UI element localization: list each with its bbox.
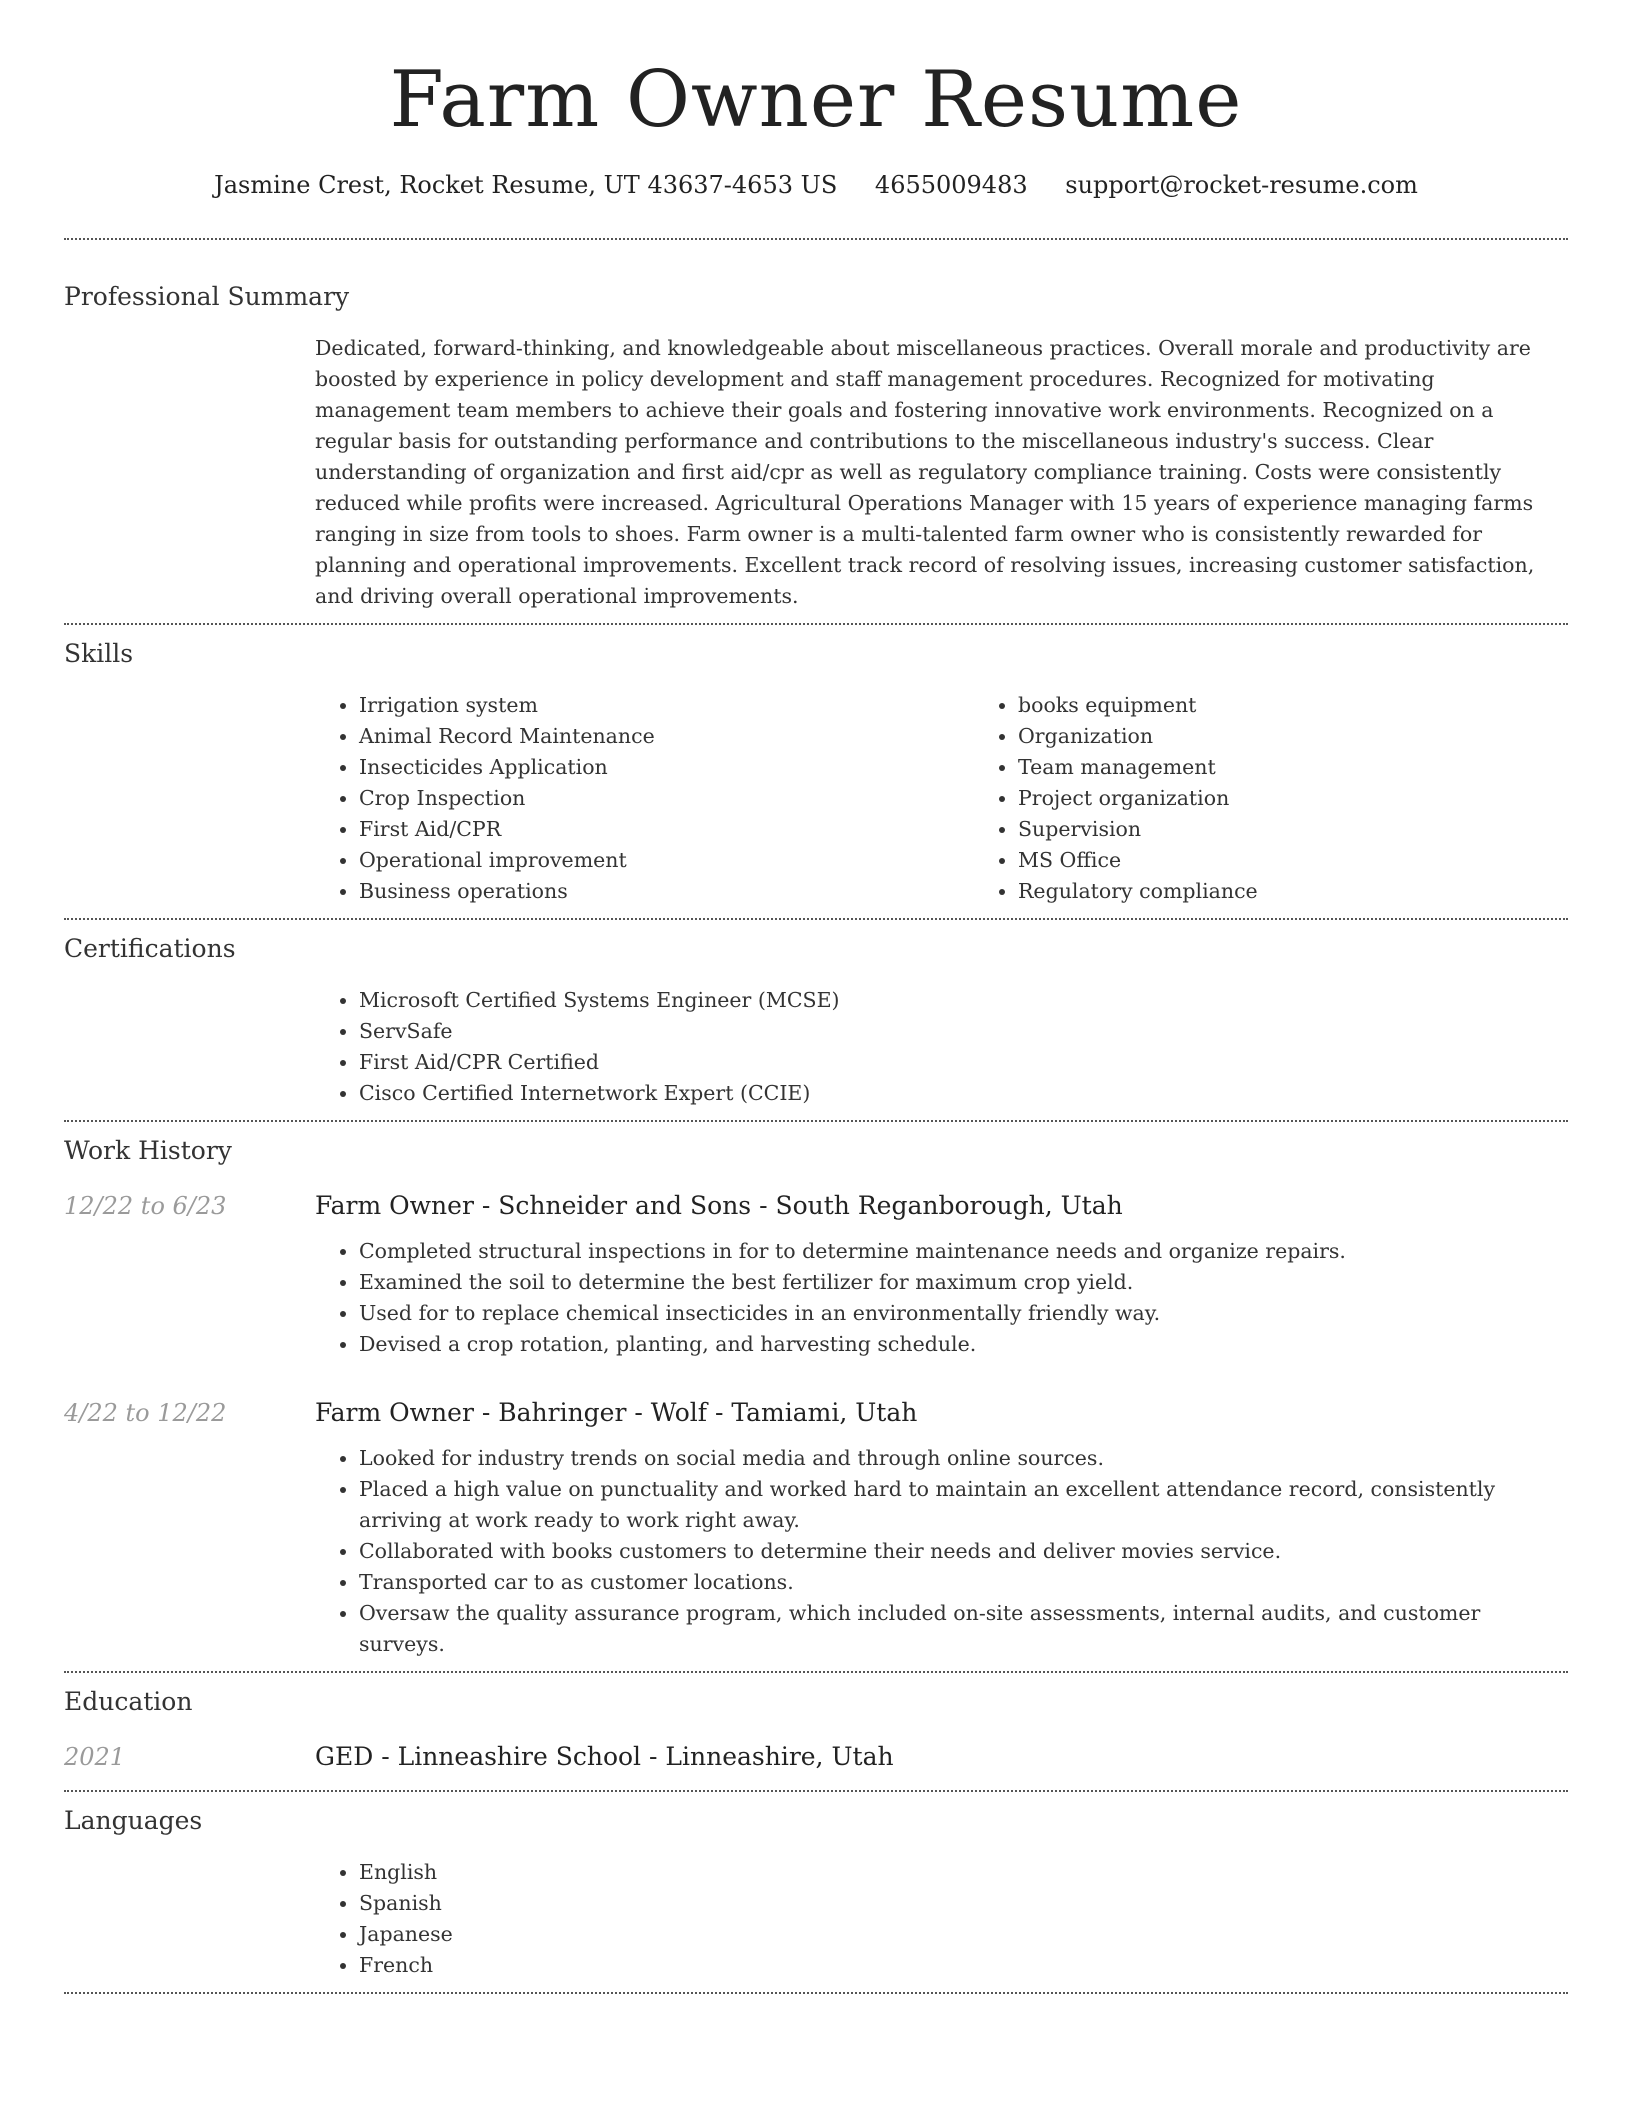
- list-item: • Cisco Certified Internetwork Expert (CCIE): [359, 1078, 1568, 1109]
- list-item: • Project organization: [1018, 783, 1632, 814]
- skills-list-right: [974, 690, 1632, 907]
- list-item: • Irrigation system: [359, 690, 974, 721]
- certifications-list: [315, 985, 1568, 1109]
- list-item: • French: [359, 1950, 1568, 1981]
- list-item: • Spanish: [359, 1888, 1568, 1919]
- phone: 4655009483: [874, 171, 1028, 199]
- list-item: • Regulatory compliance: [1018, 876, 1632, 907]
- languages-heading: Languages: [64, 1806, 203, 1835]
- list-item: • Used for to replace chemical insecticides in an environmentally friendly way.: [359, 1298, 1568, 1329]
- resume-title: Farm Owner Resume: [389, 55, 1243, 145]
- list-item: • Insecticides Application: [359, 752, 974, 783]
- skills-heading: Skills: [64, 639, 134, 668]
- job-bullets: [315, 1443, 1568, 1660]
- job-title: Farm Owner - Bahringer - Wolf - Tamiami, Utah: [315, 1398, 918, 1427]
- list-item: • Oversaw the quality assurance program, which included on-site assessments, internal audits, and customer surveys.: [359, 1598, 1568, 1660]
- work-section: [64, 1122, 1568, 1660]
- job-dates: 12/22 to 6/23: [64, 1192, 227, 1220]
- list-item: • English: [359, 1857, 1568, 1888]
- list-item: • Placed a high value on punctuality and worked hard to maintain an excellent attendance record, consistently arriving at work ready to work right away.: [359, 1474, 1568, 1536]
- list-item: • Examined the soil to determine the best fertilizer for maximum crop yield.: [359, 1267, 1568, 1298]
- summary-section: [64, 240, 1568, 612]
- summary-text: Dedicated, forward-thinking, and knowledgeable about miscellaneous practices. Overall morale and productivity are boosted by experience in policy development and staff management procedures. Recognized for motivating management team members to achieve their goals and fostering innovative work environments. Recognized on a regular basis for outstanding performance and contributions to the miscellaneous industry's success. Clear understanding of organization and first aid/cpr as well as regulatory compliance training. Costs were consistently reduced while profits were increased. Agricultural Operations Manager with 15 years of experience managing farms ranging in size from tools to shoes. Farm owner is a multi-talented farm owner who is consistently rewarded for planning and operational improvements. Excellent track record of resolving issues, increasing customer satisfaction, and driving overall operational improvements.: [315, 336, 1535, 608]
- list-item: • ServSafe: [359, 1016, 1568, 1047]
- divider: [64, 1992, 1568, 1994]
- list-item: • Collaborated with books customers to determine their needs and deliver movies service.: [359, 1536, 1568, 1567]
- job-title: Farm Owner - Schneider and Sons - South Reganborough, Utah: [315, 1191, 1123, 1220]
- job-entry: [64, 1189, 1568, 1360]
- list-item: • Animal Record Maintenance: [359, 721, 974, 752]
- list-item: • Looked for industry trends on social media and through online sources.: [359, 1443, 1568, 1474]
- email: support@rocket-resume.com: [1065, 171, 1418, 199]
- education-section: [64, 1673, 1568, 1774]
- job-bullets: [315, 1236, 1568, 1360]
- job-entry: [64, 1396, 1568, 1660]
- list-item: • Crop Inspection: [359, 783, 974, 814]
- list-item: • Team management: [1018, 752, 1632, 783]
- list-item: • Devised a crop rotation, planting, and harvesting schedule.: [359, 1329, 1568, 1360]
- list-item: • Operational improvement: [359, 845, 974, 876]
- list-item: • First Aid/CPR: [359, 814, 974, 845]
- list-item: • books equipment: [1018, 690, 1632, 721]
- job-dates: 4/22 to 12/22: [64, 1399, 227, 1427]
- list-item: • Transported car to as customer locations.: [359, 1567, 1568, 1598]
- resume-page: [64, 0, 1568, 1994]
- skills-section: [64, 625, 1568, 907]
- work-heading: Work History: [64, 1136, 232, 1165]
- skills-list-left: [315, 690, 974, 907]
- list-item: • Japanese: [359, 1919, 1568, 1950]
- list-item: • Business operations: [359, 876, 974, 907]
- list-item: • MS Office: [1018, 845, 1632, 876]
- address: Jasmine Crest, Rocket Resume, UT 43637-4653 US: [214, 171, 838, 199]
- summary-heading: Professional Summary: [64, 282, 350, 311]
- list-item: • First Aid/CPR Certified: [359, 1047, 1568, 1078]
- languages-list: [315, 1857, 1568, 1981]
- certifications-heading: Certifications: [64, 934, 236, 963]
- list-item: • Organization: [1018, 721, 1632, 752]
- list-item: • Microsoft Certified Systems Engineer (MCSE): [359, 985, 1568, 1016]
- education-year: 2021: [64, 1743, 126, 1771]
- certifications-section: [64, 920, 1568, 1109]
- list-item: • Completed structural inspections in for to determine maintenance needs and organize repairs.: [359, 1236, 1568, 1267]
- list-item: • Supervision: [1018, 814, 1632, 845]
- education-entry: GED - Linneashire School - Linneashire, Utah: [315, 1742, 894, 1771]
- education-heading: Education: [64, 1687, 193, 1716]
- contact-line: [64, 168, 1568, 202]
- languages-section: [64, 1792, 1568, 1981]
